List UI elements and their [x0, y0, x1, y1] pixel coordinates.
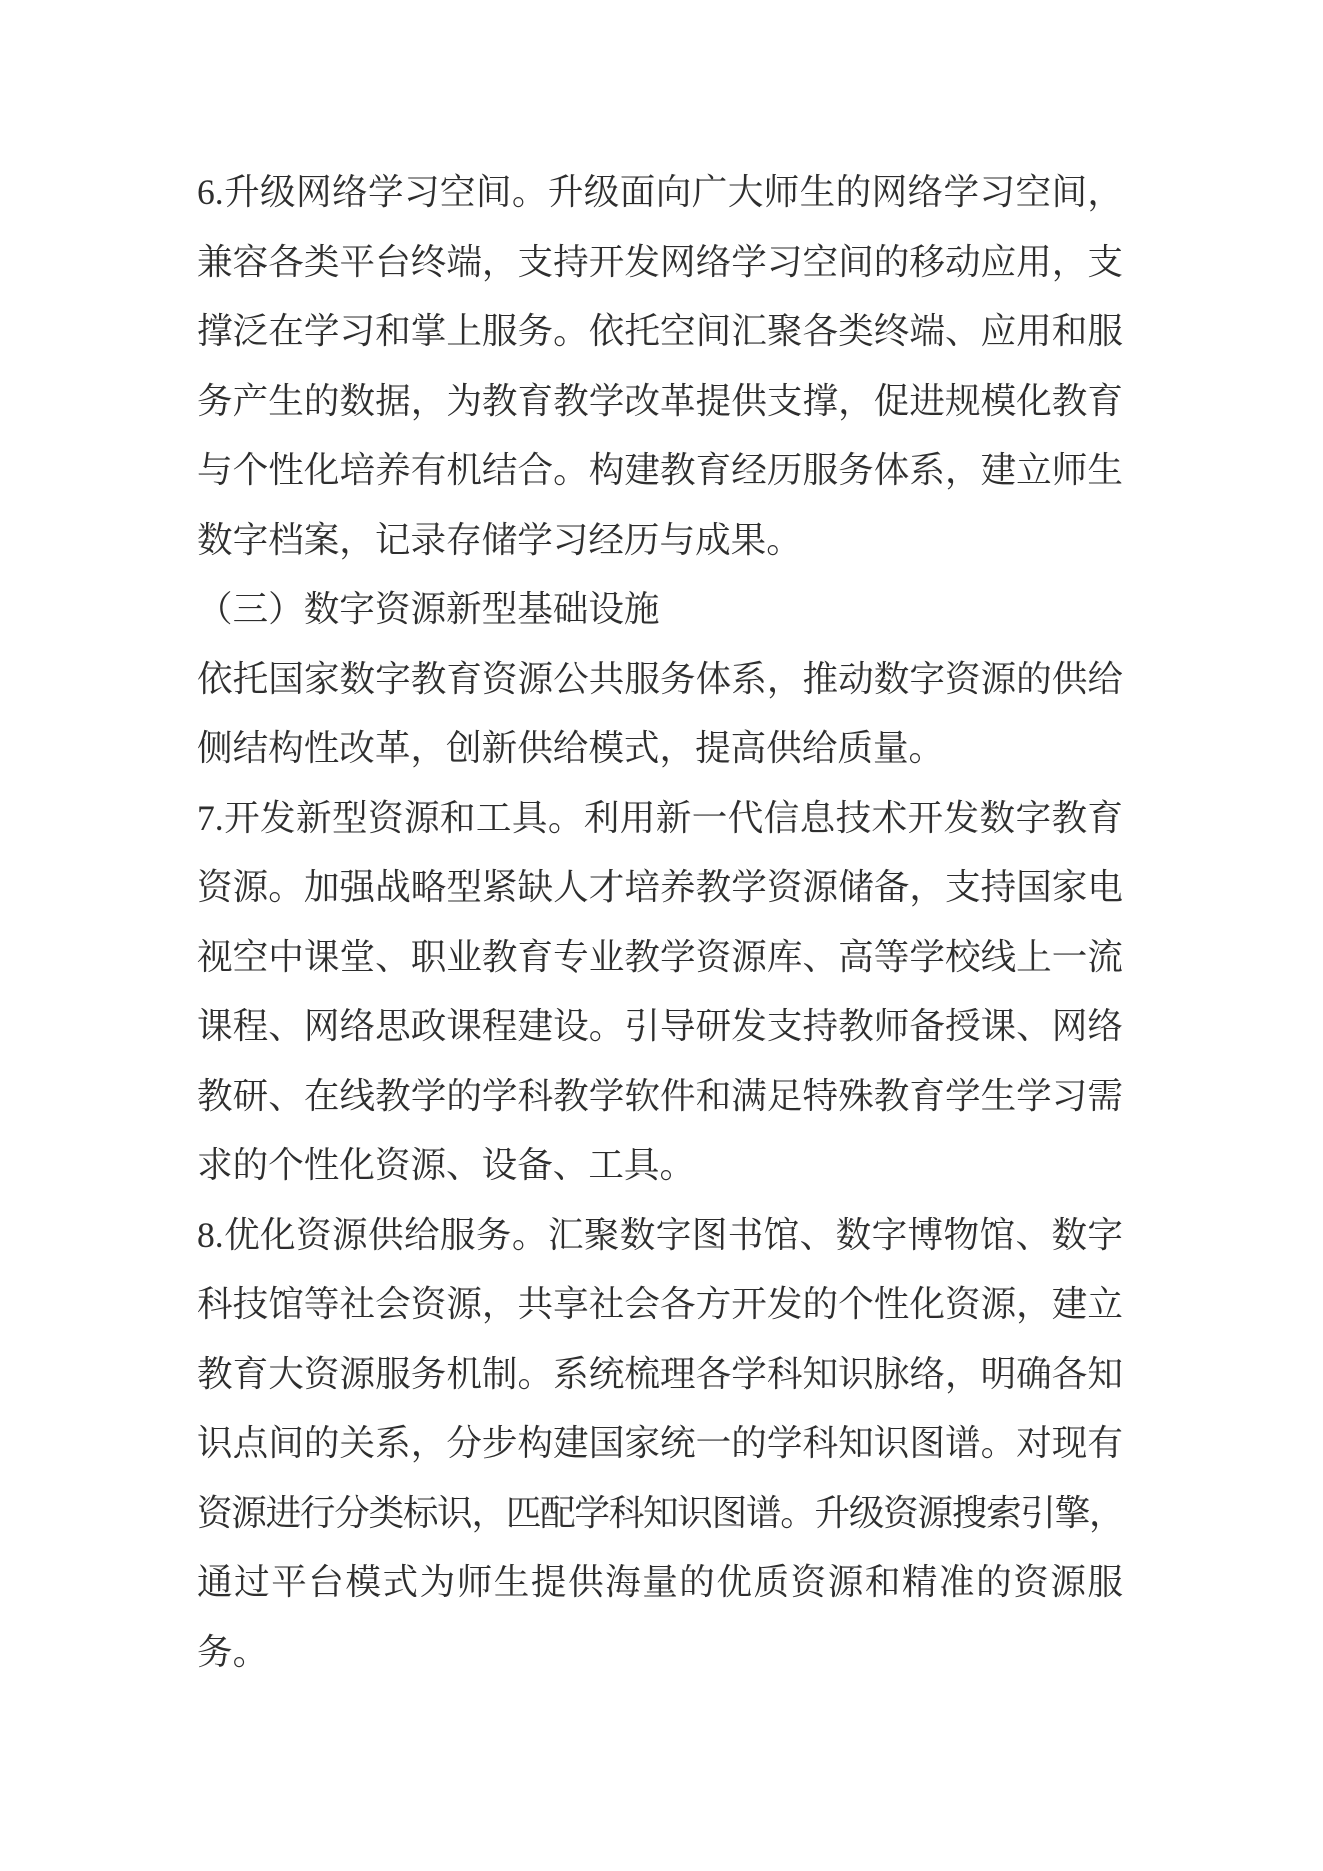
- text-line: 通过平台模式为师生提供海量的优质资源和精准的资源服: [197, 1562, 1123, 1602]
- text-line: 务。: [197, 1631, 269, 1672]
- text-line: 科技馆等社会资源，共享社会各方开发的个性化资源，建立: [197, 1284, 1123, 1324]
- text-line: 8.优化资源供给服务。汇聚数字图书馆、数字博物馆、数字: [197, 1214, 1123, 1255]
- text-line: 课程、网络思政课程建设。引导研发支持教师备授课、网络: [197, 1006, 1123, 1046]
- text-line: 依托国家数字教育资源公共服务体系，推动数字资源的供给: [197, 658, 1123, 699]
- text-line: 与个性化培养有机结合。构建教育经历服务体系，建立师生: [197, 450, 1123, 490]
- text-line: 教育大资源服务机制。系统梳理各学科知识脉络，明确各知: [197, 1353, 1123, 1394]
- text-line: 6.升级网络学习空间。升级面向广大师生的网络学习空间，: [197, 172, 1123, 212]
- text-line: 兼容各类平台终端，支持开发网络学习空间的移动应用，支: [197, 241, 1123, 282]
- document-body: [197, 158, 1123, 1687]
- text-line: 撑泛在学习和掌上服务。依托空间汇聚各类终端、应用和服: [197, 311, 1123, 351]
- section-heading: （三）数字资源新型基础设施: [197, 589, 660, 629]
- text-line: 资源进行分类标识，匹配学科知识图谱。升级资源搜索引擎，: [197, 1492, 1123, 1533]
- text-line: 求的个性化资源、设备、工具。: [197, 1145, 696, 1185]
- text-line: 数字档案，记录存储学习经历与成果。: [197, 519, 802, 560]
- text-line: 务产生的数据，为教育教学改革提供支撑，促进规模化教育: [197, 380, 1123, 421]
- text-line: 教研、在线教学的学科教学软件和满足特殊教育学生学习需: [197, 1075, 1123, 1116]
- text-line: 7.开发新型资源和工具。利用新一代信息技术开发数字教育: [197, 797, 1123, 838]
- text-line: 识点间的关系，分步构建国家统一的学科知识图谱。对现有: [197, 1423, 1123, 1463]
- text-line: 视空中课堂、职业教育专业教学资源库、高等学校线上一流: [197, 936, 1123, 977]
- text-line: 资源。加强战略型紧缺人才培养教学资源储备，支持国家电: [197, 867, 1123, 907]
- text-line: 侧结构性改革，创新供给模式，提高供给质量。: [197, 728, 945, 768]
